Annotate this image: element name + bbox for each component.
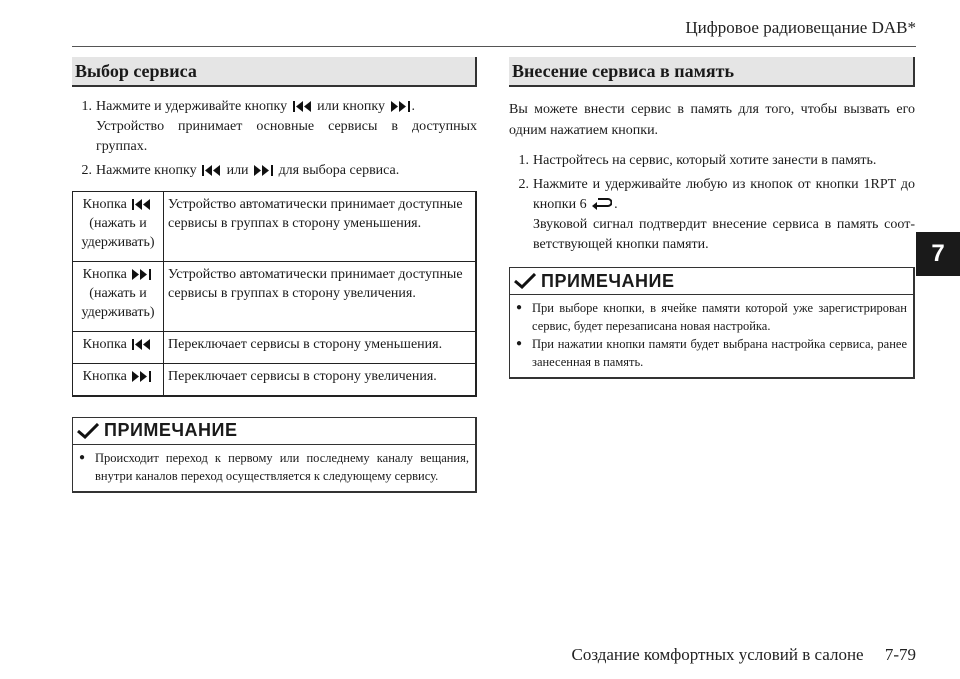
note-body — [73, 445, 475, 491]
intro-paragraph: Вы можете внести сервис в память для того, чтобы вызвать его одним нажатием кнопки. — [509, 102, 915, 138]
table-key-cell — [73, 262, 164, 332]
step-text — [96, 97, 477, 157]
note-box-left — [72, 417, 477, 493]
skip-forward-icon — [254, 165, 273, 176]
skip-back-icon — [132, 339, 151, 350]
step-text-part: . — [411, 99, 416, 114]
service-select-steps — [72, 97, 477, 181]
note-title: ПРИМЕЧАНИЕ — [541, 270, 675, 291]
note-item — [516, 299, 907, 335]
right-column — [509, 57, 915, 379]
section-title-service-select: Выбор сервиса — [72, 57, 477, 87]
save-service-steps — [509, 151, 915, 255]
step-text-part: Звуковой сигнал подтвердит внесение сервиса в память соот-ветствующей кнопки памяти. — [533, 217, 915, 252]
step-text-part: или кнопку — [317, 99, 386, 114]
step-text-part: Устройство принимает основные сервисы в доступных группах. — [96, 119, 477, 154]
step-text-part: для выбора сервиса. — [278, 163, 400, 178]
table-key-cell — [73, 332, 164, 364]
chapter-tab: 7 — [916, 232, 960, 276]
step-text-part: Нажмите кнопку — [96, 163, 197, 178]
note-item-text: При выборе кнопки, в ячейке памяти которой уже зарегистрирован сервис, будет перезаписана новая настройка. — [532, 301, 907, 333]
check-mark-icon — [77, 423, 99, 439]
table-row — [73, 192, 477, 262]
table-key-cell — [73, 192, 164, 262]
step-number: 1. — [518, 153, 529, 168]
table-row — [73, 332, 477, 364]
table-key-sub: (нажать и удерживать) — [81, 286, 155, 320]
skip-back-icon — [132, 199, 151, 210]
return-arrow-icon — [592, 197, 612, 210]
table-key-label: Кнопка — [82, 197, 127, 212]
page-header-title: Цифровое радиовещание DAB* — [685, 18, 916, 37]
step-text-part: или — [226, 163, 249, 178]
note-item — [79, 449, 469, 485]
step-1 — [72, 97, 477, 157]
table-key-label: Кнопка — [82, 369, 127, 384]
bullet-icon: ● — [516, 302, 523, 313]
step-text-part: Нажмите и удерживайте кнопку — [96, 99, 288, 114]
note-box-right — [509, 267, 915, 379]
table-key-sub: (нажать и удерживать) — [81, 216, 155, 250]
step-1 — [509, 151, 915, 171]
step-text — [533, 175, 915, 255]
note-header — [510, 268, 913, 295]
service-buttons-table — [72, 191, 477, 397]
step-text-part: Нажмите и удерживайте любую из кнопок от кнопки 1RPT до кнопки 6 — [533, 177, 915, 212]
skip-forward-icon — [132, 371, 151, 382]
header-divider — [72, 46, 916, 47]
step-text — [96, 161, 477, 181]
note-body — [510, 295, 913, 377]
note-title: ПРИМЕЧАНИЕ — [104, 420, 238, 440]
step-text-part: . — [614, 197, 618, 212]
table-key-cell — [73, 364, 164, 396]
table-value-cell: Переключает сервисы в сторону увеличения. — [164, 364, 477, 396]
skip-back-icon — [202, 165, 221, 176]
step-number: 2. — [81, 163, 92, 178]
check-mark-icon — [514, 273, 536, 289]
note-item-text: При нажатии кнопки памяти будет выбрана настройка сервиса, ранее занесенная в память. — [532, 337, 907, 369]
table-value-cell: Устройство автоматически принимает доступные сервисы в группах в сторону уменьшения. — [164, 192, 477, 262]
table-value-cell: Устройство автоматически принимает доступные сервисы в группах в сторону увеличения. — [164, 262, 477, 332]
step-text: Настройтесь на сервис, который хотите занести в память. — [533, 153, 877, 168]
step-2 — [509, 175, 915, 255]
note-item — [516, 335, 907, 371]
section-title-save-service: Внесение сервиса в память — [509, 57, 915, 87]
step-number: 1. — [81, 99, 92, 114]
step-2 — [72, 161, 477, 181]
skip-back-icon — [293, 101, 312, 112]
step-number: 2. — [518, 177, 529, 192]
page-footer: Создание комфортных условий в салоне 7-79 — [571, 645, 916, 664]
table-key-label: Кнопка — [82, 337, 127, 352]
skip-forward-icon — [391, 101, 410, 112]
note-header — [73, 418, 475, 445]
bullet-icon: ● — [79, 451, 86, 463]
table-key-label: Кнопка — [82, 267, 127, 282]
table-row — [73, 364, 477, 396]
table-row — [73, 262, 477, 332]
bullet-icon: ● — [516, 338, 523, 349]
table-value-cell: Переключает сервисы в сторону уменьшения. — [164, 332, 477, 364]
note-item-text: Происходит переход к первому или последнему каналу вещания, внутри каналов переход осуществляется к следующему сервису. — [95, 450, 469, 483]
left-column — [72, 57, 477, 493]
skip-forward-icon — [132, 269, 151, 280]
